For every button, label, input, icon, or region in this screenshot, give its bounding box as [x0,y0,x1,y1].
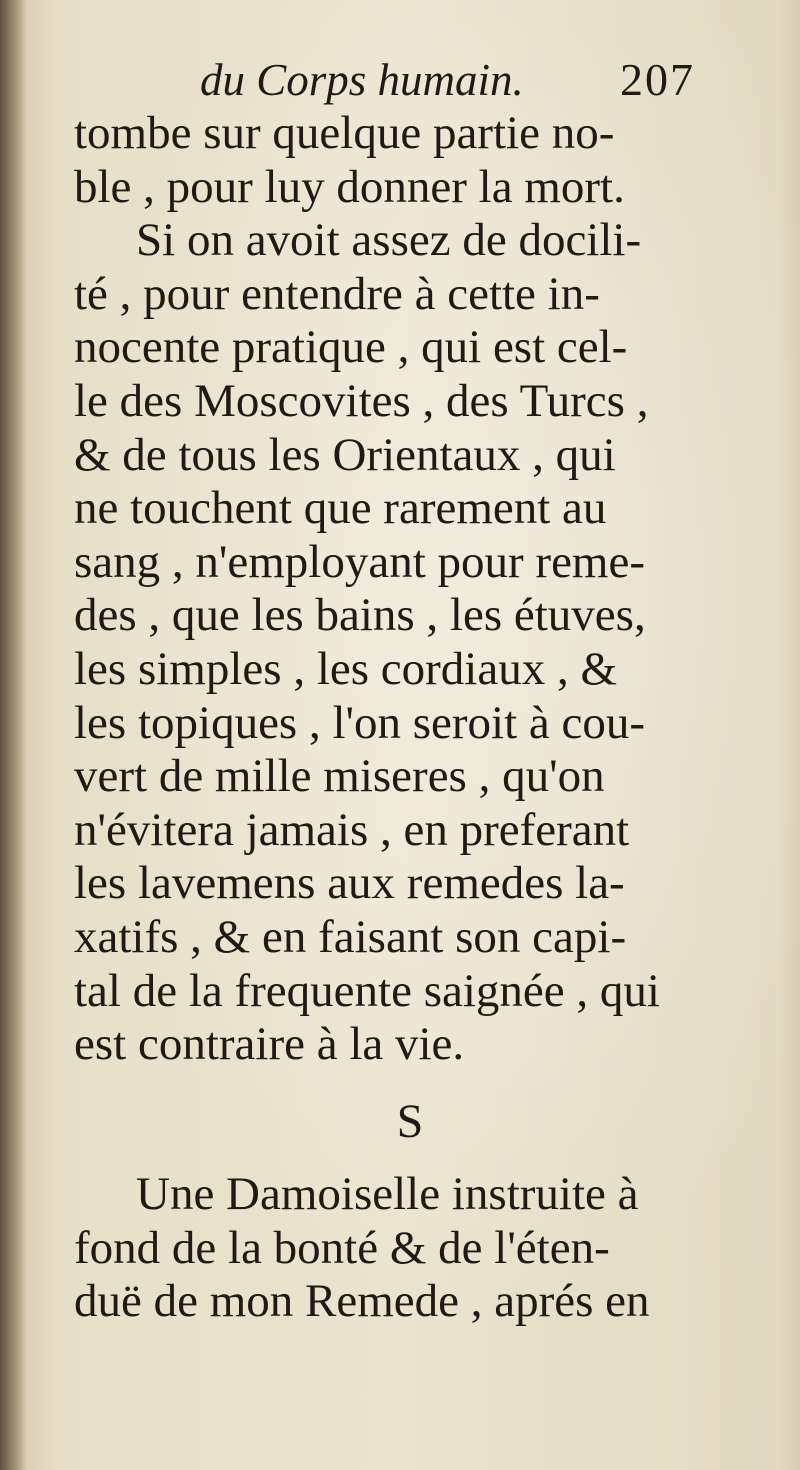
text-line: est contraire à la vie. [74,1018,465,1071]
text-line: Si on avoit assez de docili- [136,214,642,267]
text-line: les topiques , l'on seroit à cou- [74,696,646,749]
section-mark: S [396,1095,424,1148]
text-line: ble , pour luy donner la mort. [74,160,625,213]
text-line: duë de mon Remede , aprés en [74,1275,650,1328]
text-line: sang , n'employant pour reme- [74,535,645,588]
text-line: les simples , les cordiaux , & [74,642,618,695]
text-line: vert de mille miseres , qu'on [74,750,605,803]
text-line: té , pour entendre à cette in- [74,267,600,320]
page-binding-edge [0,0,26,1470]
text-line: tombe sur quelque partie no- [74,107,615,159]
text-line: Une Damoiselle instruite à [136,1168,639,1220]
body-text-continued [74,1168,754,1329]
text-line: xatifs , & en faisant son capi- [74,910,627,963]
text-line: le des Moscovites , des Turcs , [74,374,649,427]
page-number: 207 [620,54,695,105]
text-line: des , que les bains , les étuves, [74,589,646,642]
running-title: du Corps humain. [200,55,524,105]
text-line: les lavemens aux remedes la- [74,857,625,910]
body-text [74,107,754,1072]
text-line: n'évitera jamais , en preferant [74,803,630,856]
text-line: fond de la bonté & de l'éten- [74,1221,610,1274]
page-header [200,50,720,110]
text-line: tal de la frequente saignée , qui [74,964,660,1017]
text-line: nocente pratique , qui est cel- [74,321,628,374]
text-line: ne touchent que rarement au [74,482,607,535]
text-line: & de tous les Orientaux , qui [74,428,616,481]
